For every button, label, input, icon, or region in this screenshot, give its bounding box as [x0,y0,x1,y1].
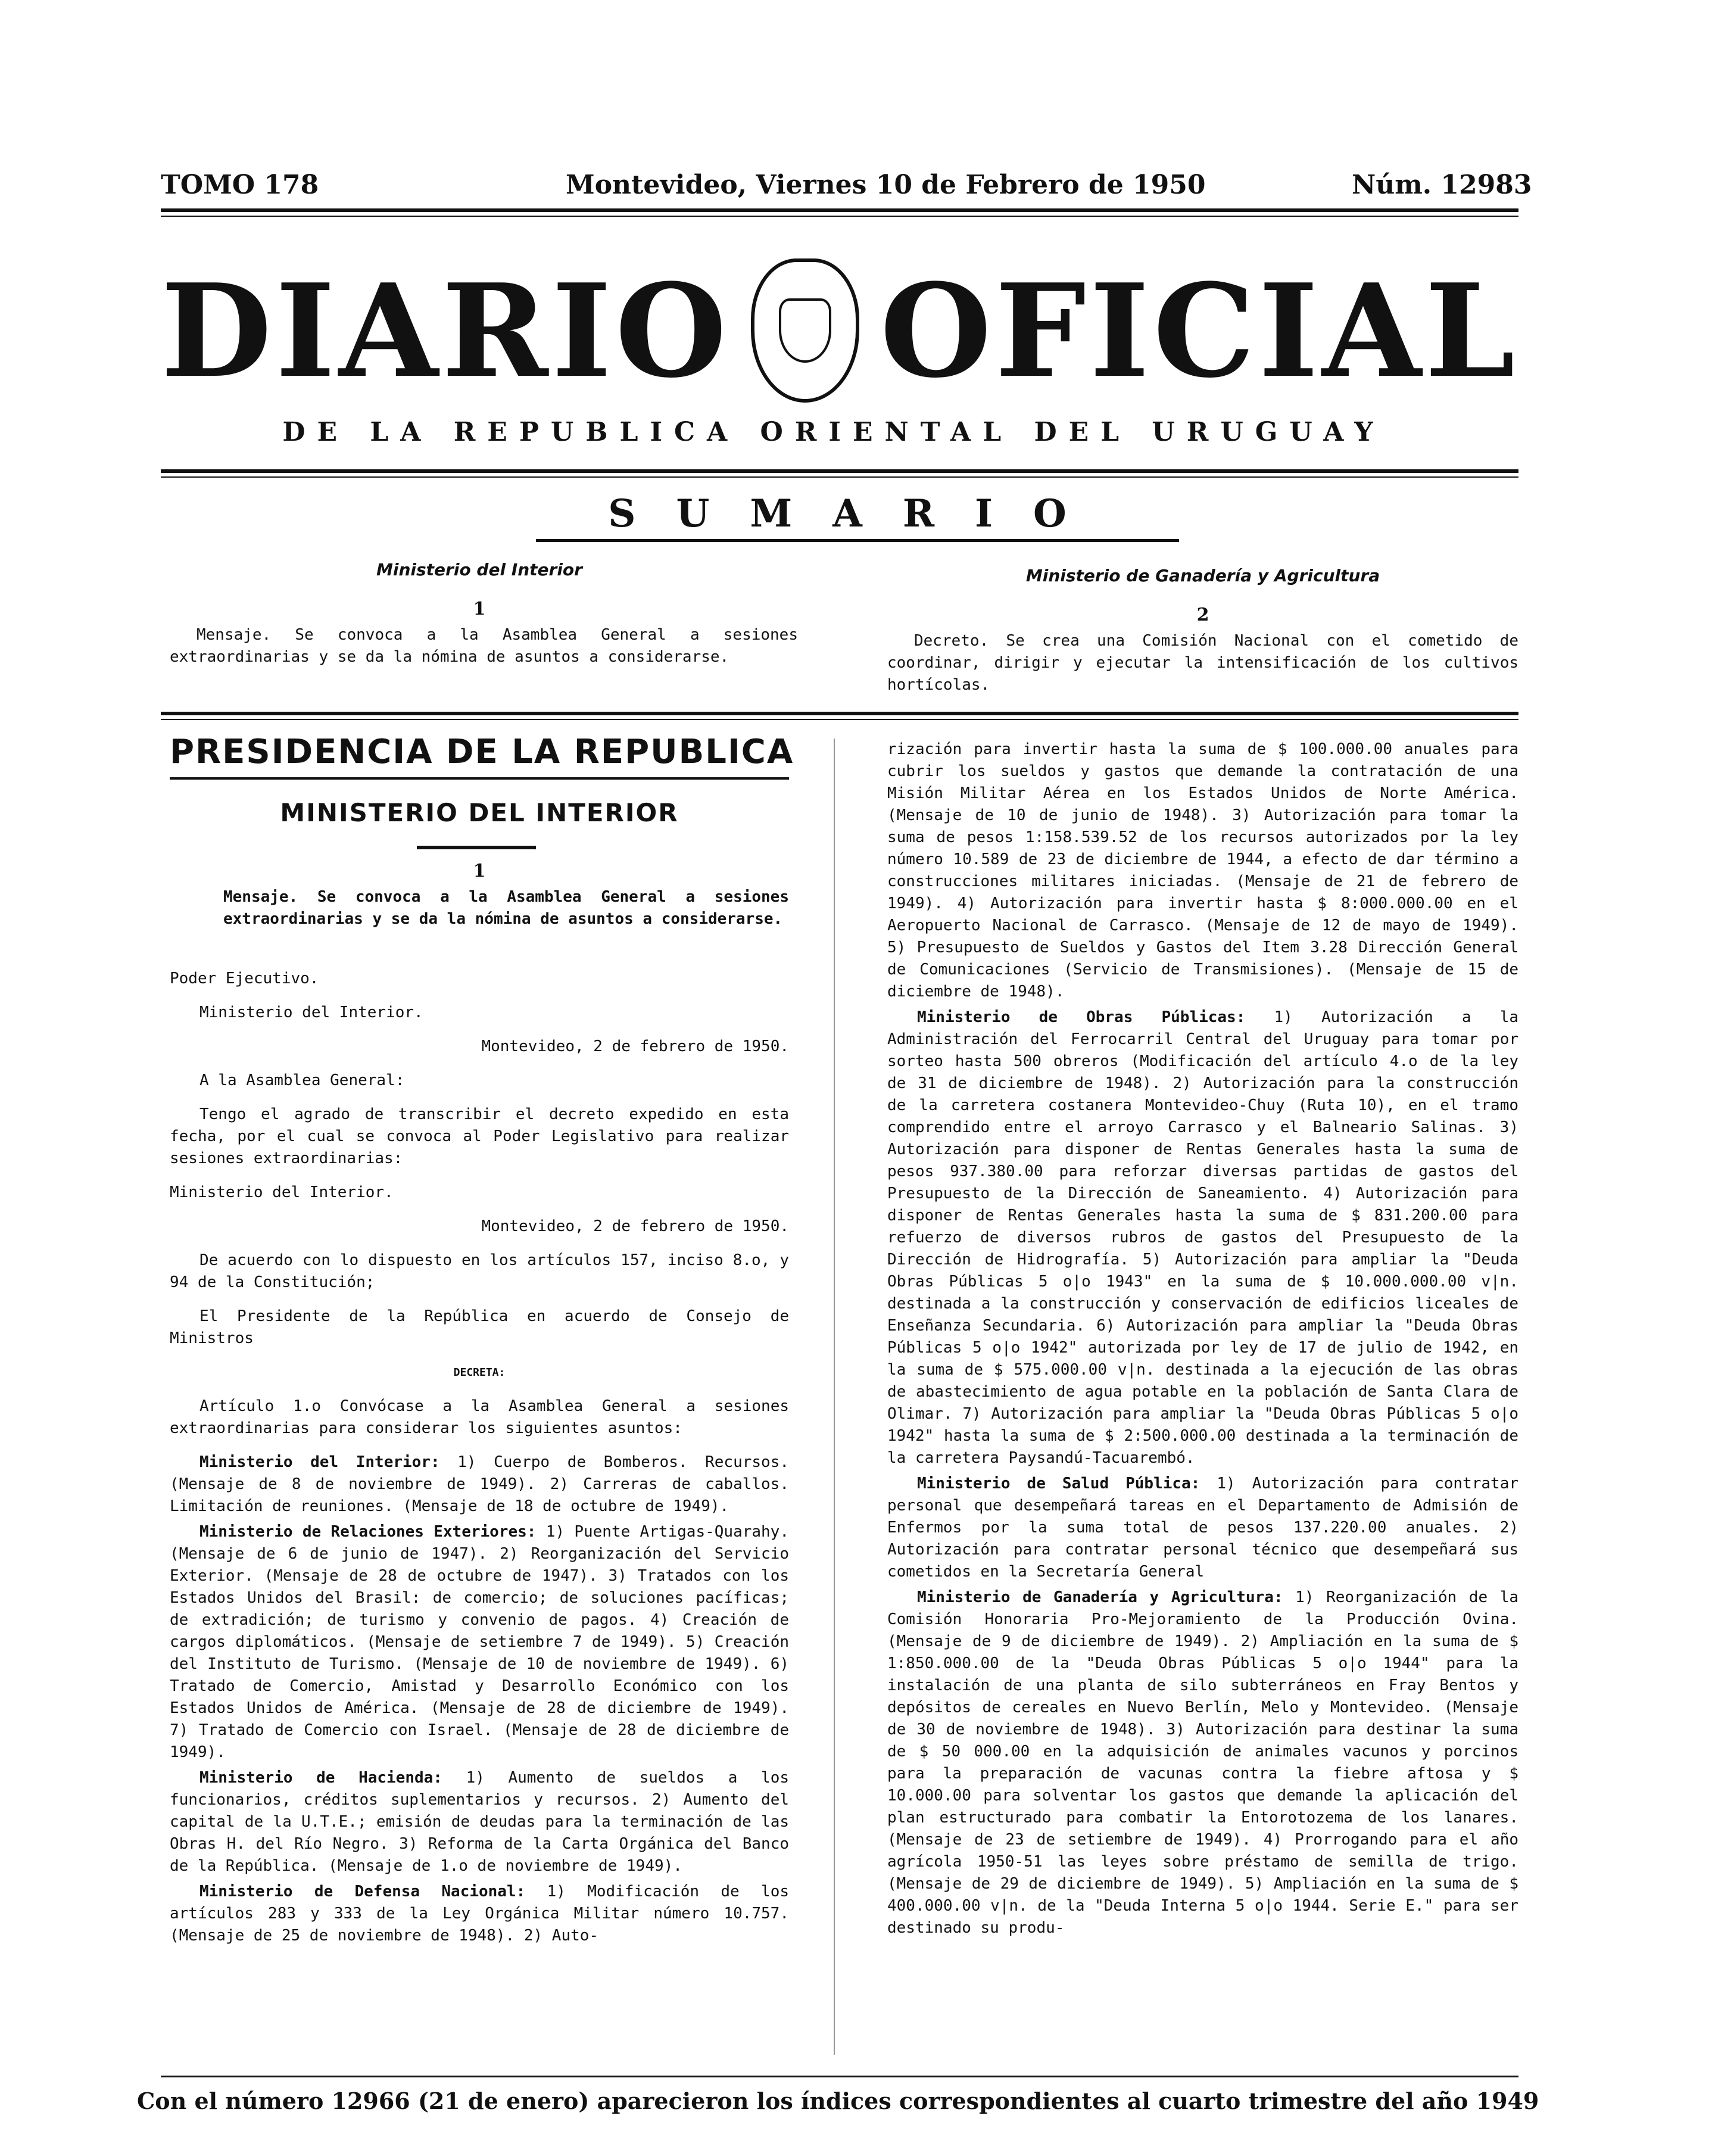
item-ganaderia-heading: Ministerio de Ganadería y Agricultura: [917,1588,1283,1606]
dateline: Montevideo, Viernes 10 de Febrero de 1950 [566,170,1206,200]
issue-number: Núm. 12983 [1352,170,1532,200]
item-obras [887,1007,1518,1469]
item-ganaderia-text: 1) Reorganización de la Comisión Honoraria Pro-Mejoramiento de la Producción Ovina. (Mensaje de 9 de diciembre de 1949). 2) Ampliación en la suma de $ 1:850.000.00 de la "Deuda Obras Públicas 5 o|o 1944" para la instalación de una planta de silo subterráneos en Fray Bentos y depósitos de cereales en Nuevo Berlín, Melo y Montevideo. (Mensaje de 30 de noviembre de 1948). 3) Autorización para destinar la suma de $ 50 000.00 en la adquisición de animales vacunos y porcinos para la preparación de vacunas contra la fiebre aftosa y $ 10.000.00 para solventar los gastos que demande la aplicación del plan estructurado para combatir la Entorotozema de los lanares. (Mensaje de 23 de setiembre de 1949). 4) Prorrogando para el año agrícola 1950-51 las leyes sobre préstamo de semilla de trigo. (Mensaje de 29 de diciembre de 1949). 5) Ampliación en la suma de $ 400.000.00 v|n. de la "Deuda Interna 5 o|o 1944. Serie E." para ser destinado su produ- [887,1588,1519,1937]
decreta-heading: DECRETA: [453,1366,506,1379]
masthead-rule [161,469,1518,473]
item-salud [887,1473,1518,1583]
sumario-right-number: 2 [1196,605,1209,625]
masthead-subtitle: DE LA REPUBLICA ORIENTAL DEL URUGUAY [282,417,1385,447]
continuation-paragraph: rización para invertir hasta la suma de $ 100.000.00 anuales para cubrir los sueldos y gastos que demande la contratación de una Misión Militar Aérea en los Estados Unidos de Norte América. (Mensaje de 10 de junio de 1948). 3) Autorización para tomar la suma de pesos 1:158.539.52 de los recursos autorizados por la ley número 10.589 de 23 de diciembre de 1944, a efecto de dar término a construcciones militares iniciadas. (Mensaje de 21 de febrero de 1949). 4) Autorización para invertir hasta $ 8:000.000.00 en el Aeropuerto Nacional de Carrasco. (Mensaje de 12 de mayo de 1949). 5) Presupuesto de Sueldos y Gastos del Item 3.28 Dirección General de Comunicaciones (Servicio de Transmisiones). (Mensaje de 15 de diciembre de 1948). [887,740,1518,1001]
right-column [887,739,1518,1943]
coat-of-arms-icon [751,258,859,403]
masthead-rule-thin [161,476,1518,478]
ministerio-line-2: Ministerio del Interior. [170,1183,394,1201]
masthead [161,255,1518,406]
sumario-bottom-rule [161,712,1518,715]
sumario-right-ministry: Ministerio de Ganadería y Agricultura [1025,566,1380,585]
top-rule [161,208,1518,212]
item-defensa [170,1881,789,1947]
paragraph-acuerdo: De acuerdo con lo dispuesto en los artículos 157, inciso 8.o, y 94 de la Constitución; [170,1251,789,1291]
presidencia-underline [170,777,789,780]
item-defensa-heading: Ministerio de Defensa Nacional: [199,1883,526,1900]
footer-note: Con el número 12966 (21 de enero) aparecieron los índices correspondientes al cuarto trimestre del año 1949 [137,2088,1539,2114]
ministerio-line: Ministerio del Interior. [199,1004,423,1021]
paragraph-agrado: Tengo el agrado de transcribir el decreto expedido en esta fecha, por el cual se convoca al Poder Legislativo para realizar sesiones extraordinarias: [170,1105,789,1167]
item-interior-heading: Ministerio del Interior: [199,1453,440,1471]
sumario-left-number: 1 [473,599,486,619]
ministerio-underline [417,846,536,849]
item-obras-text: 1) Autorización a la Administración del Ferrocarril Central del Uruguay para tomar por sorteo hasta 500 obreros (Modificación del artículo 4.o de la ley de 31 de diciembre de 1948). 2) Autorización para la construcción de la carretera costanera Montevideo-Chuy (Ruta 10), en el tramo comprendido entre el arroyo Carrasco y el Balneario Salinas. 3) Autorización para disponer de Rentas Generales hasta la suma de pesos 937.380.00 para reforzar diversas partidas de gastos del Presupuesto de la Dirección de Saneamiento. 4) Autorización para disponer de Rentas Generales hasta la suma de $ 831.200.00 para refuerzo de diversos rubros de gastos del Presupuesto de la Dirección de Hidrografía. 5) Autorización para ampliar la "Deuda Obras Públicas 5 o|o 1943" en la suma de $ 10.000.000.00 v|n. destinada a la construcción y conservación de edificios liceales de Enseñanza Secundaria. 6) Autorización para ampliar la "Deuda Obras Públicas 5 o|o 1942" autorizada por ley de 17 de julio de 1942, en la suma de $ 575.000.00 v|n. destinada a la ejecución de las obras de abastecimiento de agua potable en la población de Santa Clara de Olimar. 7) Autorización para ampliar la "Deuda Obras Públicas 5 o|o 1942" hasta la suma de $ 2:500.000.00 destinada a la terminación de la carretera Paysandú-Tacuarembó. [887,1008,1519,1467]
item-interior-text: 1) Cuerpo de Bomberos. Recursos. (Mensaje de 8 de noviembre de 1949). 2) Carreras de caballos. Limitación de reuniones. (Mensaje de 18 de octubre de 1949). [170,1453,789,1515]
masthead-right-word: OFICIAL [880,255,1518,406]
sumario-left-text: Mensaje. Se convoca a la Asamblea General a sesiones extraordinarias y se da la nómina de asuntos a considerarse. [170,626,798,666]
sumario-bottom-rule-thin [161,719,1518,720]
footer-rule [161,2076,1518,2077]
asamblea-line: A la Asamblea General: [199,1071,405,1089]
section-ministerio: MINISTERIO DEL INTERIOR [280,798,679,827]
item-salud-text: 1) Autorización para contratar personal que desempeñará tareas en el Departamento de Admisión de Enfermos por la suma total de pesos 137.220.00 anuales. 2) Autorización para contratar personal técnico que desempeñará sus cometidos en la Secretaría General [887,1475,1519,1581]
paragraph-articulo: Artículo 1.o Convócase a la Asamblea General a sesiones extraordinarias para considerar los siguientes asuntos: [170,1397,789,1437]
poder-ejecutivo: Poder Ejecutivo. [170,970,319,987]
column-divider [834,739,835,2055]
item-obras-heading: Ministerio de Obras Públicas: [917,1008,1246,1026]
section-presidencia: PRESIDENCIA DE LA REPUBLICA [170,733,794,771]
item-relaciones [170,1521,789,1764]
item-hacienda-text: 1) Aumento de sueldos a los funcionarios, créditos suplementarios y recursos. 2) Aumento del capital de la U.T.E.; emisión de deudas para la terminación de las Obras H. del Río Negro. 3) Reforma de la Carta Orgánica del Banco de la República. (Mensaje de 1.o de noviembre de 1949). [170,1769,790,1875]
left-column [170,968,789,1951]
item-hacienda [170,1767,789,1877]
tomo-label: TOMO 178 [161,170,319,200]
item-relaciones-text: 1) Puente Artigas-Quarahy. (Mensaje de 6 de junio de 1947). 2) Reorganización del Servicio Exterior. (Mensaje de 28 de octubre de 1947). 3) Tratados con los Estados Unidos del Brasil: de comercio; de soluciones pacíficas; de extradición; de turismo y convenio de pagos. 4) Creación de cargos diplomáticos. (Mensaje de setiembre 7 de 1949). 5) Creación del Instituto de Turismo. (Mensaje de 10 de noviembre de 1949). 6) Tratado de Comercio, Amistad y Desarrollo Económico con los Estados Unidos de América. (Mensaje de 28 de diciembre de 1949). 7) Tratado de Comercio con Israel. (Mensaje de 28 de diciembre de 1949). [170,1523,789,1761]
fecha-2: Montevideo, 2 de febrero de 1950. [481,1217,789,1235]
section-number: 1 [473,861,486,881]
sumario-title: SUMARIO [608,491,1107,536]
item-defensa-text: 1) Modificación de los artículos 283 y 333 de la Ley Orgánica Militar número 10.757. (Mensaje de 25 de noviembre de 1948). 2) Auto- [170,1883,789,1945]
top-rule-thin [161,216,1518,217]
sumario-left-ministry: Ministerio del Interior [376,560,582,579]
section-mensaje: Mensaje. Se convoca a la Asamblea General a sesiones extraordinarias y se da la nómina de asuntos a considerarse. [223,888,789,928]
item-hacienda-heading: Ministerio de Hacienda: [199,1769,442,1787]
item-interior [170,1451,789,1518]
paragraph-presidente: El Presidente de la República en acuerdo de Consejo de Ministros [170,1307,789,1347]
fecha-1: Montevideo, 2 de febrero de 1950. [481,1038,789,1055]
masthead-left-word: DIARIO [161,255,731,406]
sumario-right-text: Decreto. Se crea una Comisión Nacional con el cometido de coordinar, dirigir y ejecutar la intensificación de los cultivos hortícolas. [887,632,1518,694]
sumario-underline [536,539,1179,542]
item-salud-heading: Ministerio de Salud Pública: [917,1475,1200,1493]
item-ganaderia [887,1587,1518,1939]
item-relaciones-heading: Ministerio de Relaciones Exteriores: [199,1523,537,1541]
